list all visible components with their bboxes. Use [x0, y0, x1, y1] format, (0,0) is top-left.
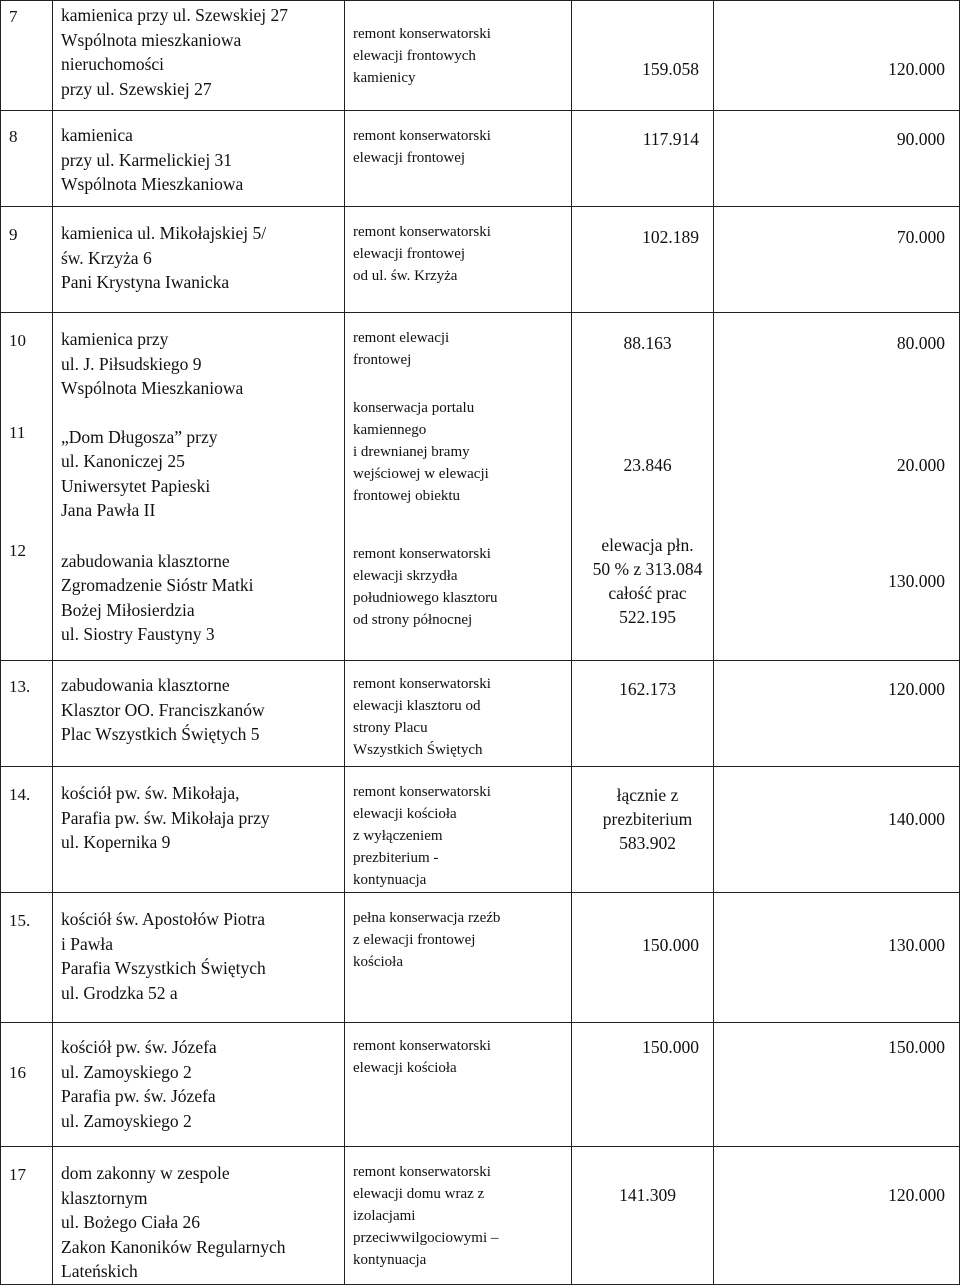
total-cost: 159.058	[572, 1, 714, 111]
total-cost: 162.173	[572, 661, 714, 767]
grant-amount: 140.000	[714, 767, 960, 893]
total-cost: 141.309	[572, 1147, 714, 1285]
work-cell: remont konserwatorski elewacji kościoła	[345, 1023, 572, 1147]
row-number: 14.	[1, 767, 53, 893]
object-cell: kamienica przy ul. Karmelickiej 31 Wspólnota Mieszkaniowa	[53, 111, 345, 207]
row-number: 15.	[1, 893, 53, 1023]
total-cost: 150.000	[572, 1023, 714, 1147]
work-cell: pełna konserwacja rzeźb z elewacji frontowej kościoła	[345, 893, 572, 1023]
row-number: 9	[1, 207, 53, 313]
grant-amount: 120.000	[714, 661, 960, 767]
grant-amount: 150.000	[714, 1023, 960, 1147]
object-cell: kamienica ul. Mikołajskiej 5/ św. Krzyża 6 Pani Krystyna Iwanicka	[53, 207, 345, 313]
object-cell: zabudowania klasztorne Klasztor OO. Franciszkanów Plac Wszystkich Świętych 5	[53, 661, 345, 767]
table-row	[1, 1147, 960, 1285]
object-cell: kamienica przy ul. Szewskiej 27 Wspólnota mieszkaniowa nieruchomości przy ul. Szewskiej 27	[53, 1, 345, 111]
table-row	[1, 313, 960, 661]
row-number: 8	[1, 111, 53, 207]
total-cost: 88.163 23.846 elewacja płn. 50 % z 313.084 całość prac 522.195	[572, 313, 714, 661]
work-cell: remont konserwatorski elewacji frontowych kamienicy	[345, 1, 572, 111]
row-number: 7	[1, 1, 53, 111]
table-row	[1, 767, 960, 893]
total-cost: 150.000	[572, 893, 714, 1023]
object-cell: kościół pw. św. Józefa ul. Zamoyskiego 2 Parafia pw. św. Józefa ul. Zamoyskiego 2	[53, 1023, 345, 1147]
grant-amount: 120.000	[714, 1147, 960, 1285]
row-number: 16	[1, 1023, 53, 1147]
grant-amount: 120.000	[714, 1, 960, 111]
row-number: 17	[1, 1147, 53, 1285]
total-cost: 117.914	[572, 111, 714, 207]
grant-amount: 90.000	[714, 111, 960, 207]
object-cell: dom zakonny w zespole klasztornym ul. Bożego Ciała 26 Zakon Kanoników Regularnych Lateńskich	[53, 1147, 345, 1285]
row-number: 13.	[1, 661, 53, 767]
work-cell: remont konserwatorski elewacji domu wraz z izolacjami przeciwwilgociowymi – kontynuacja	[345, 1147, 572, 1285]
work-cell: remont konserwatorski elewacji frontowej	[345, 111, 572, 207]
table-row	[1, 1, 960, 111]
grant-amount: 130.000	[714, 893, 960, 1023]
table-row	[1, 111, 960, 207]
object-cell: kościół św. Apostołów Piotra i Pawła Parafia Wszystkich Świętych ul. Grodzka 52 a	[53, 893, 345, 1023]
table-row	[1, 1023, 960, 1147]
table-row	[1, 661, 960, 767]
object-cell: kamienica przy ul. J. Piłsudskiego 9 Wspólnota Mieszkaniowa „Dom Długosza” przy ul. Kanoniczej 25 Uniwersytet Papieski Jana Pawła II zabudowania klasztorne Zgromadzenie Sióstr Matki Bożej Miłosierdzia ul. Siostry Faustyny 3	[53, 313, 345, 661]
grant-amount: 80.000 20.000 130.000	[714, 313, 960, 661]
work-cell: remont konserwatorski elewacji frontowej od ul. św. Krzyża	[345, 207, 572, 313]
work-cell: remont konserwatorski elewacji kościoła z wyłączeniem prezbiterium - kontynuacja	[345, 767, 572, 893]
table-row	[1, 207, 960, 313]
table-row	[1, 893, 960, 1023]
work-cell: remont konserwatorski elewacji klasztoru od strony Placu Wszystkich Świętych	[345, 661, 572, 767]
work-cell: remont elewacji frontowej konserwacja portalu kamiennego i drewnianej bramy wejściowej w elewacji frontowej obiektu remont konserwatorski elewacji skrzydła południowego klasztoru od strony północnej	[345, 313, 572, 661]
object-cell: kościół pw. św. Mikołaja, Parafia pw. św. Mikołaja przy ul. Kopernika 9	[53, 767, 345, 893]
total-cost: 102.189	[572, 207, 714, 313]
total-cost: łącznie z prezbiterium 583.902	[572, 767, 714, 893]
grant-amount: 70.000	[714, 207, 960, 313]
row-number-group: 10 11 12	[1, 313, 53, 661]
